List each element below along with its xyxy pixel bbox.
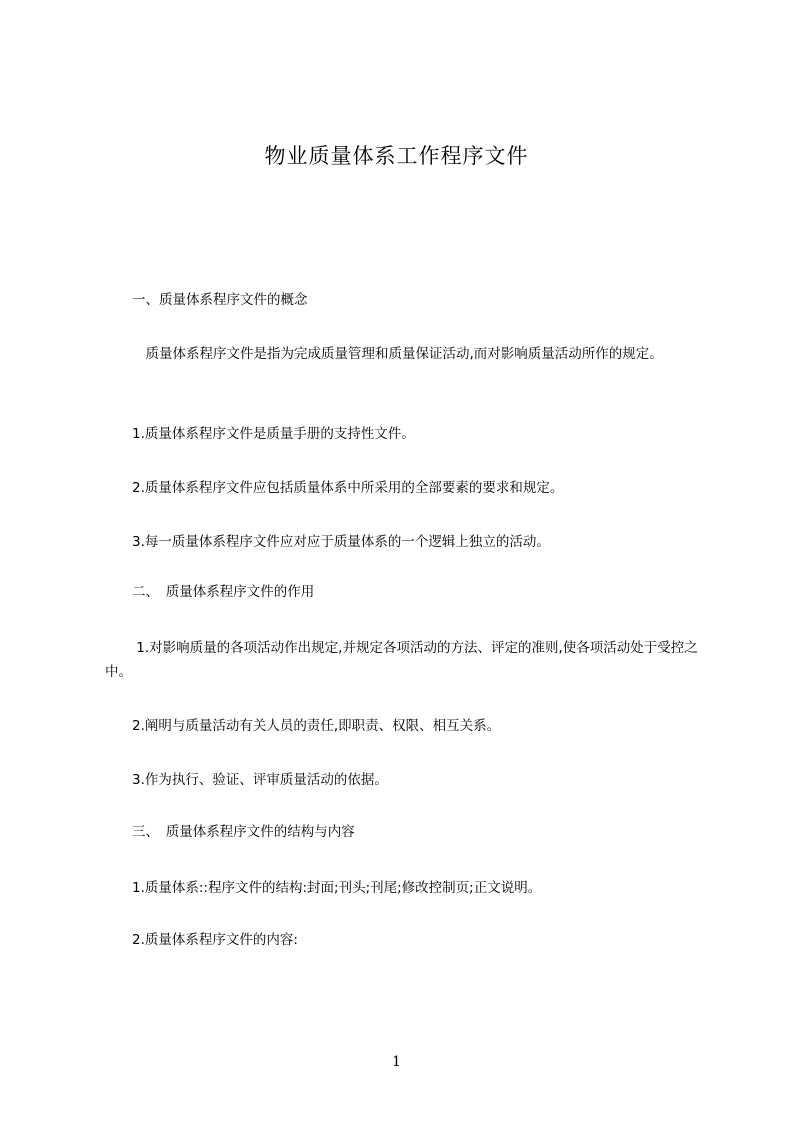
list-item: 1.质量体系程序文件是质量手册的支持性文件。 bbox=[105, 426, 415, 442]
list-item: 2.阐明与质量活动有关人员的责任,即职责、权限、相互关系。 bbox=[105, 718, 501, 734]
paragraph-definition: 质量体系程序文件是指为完成质量管理和质量保证活动,而对影响质量活动所作的规定。 bbox=[105, 346, 663, 362]
section-heading-2: 二、 质量体系程序文件的作用 bbox=[105, 584, 315, 600]
list-item: 2.质量体系程序文件的内容: bbox=[105, 932, 298, 948]
page-number: 1 bbox=[392, 1054, 401, 1070]
list-item: 2.质量体系程序文件应包括质量体系中所采用的全部要素的要求和规定。 bbox=[105, 480, 564, 496]
document-title: 物业质量体系工作程序文件 bbox=[264, 144, 529, 168]
list-item: 3.每一质量体系程序文件应对应于质量体系的一个逻辑上独立的活动。 bbox=[105, 534, 550, 550]
list-item: 3.作为执行、验证、评审质量活动的依据。 bbox=[105, 772, 388, 788]
list-item: 1.质量体系::程序文件的结构:封面;刊头;刊尾;修改控制页;正文说明。 bbox=[105, 880, 542, 896]
list-item: 1.对影响质量的各项活动作出规定,并规定各项活动的方法、评定的准则,使各项活动处于受控之中。 bbox=[105, 640, 698, 680]
section-heading-1: 一、质量体系程序文件的概念 bbox=[105, 292, 308, 308]
section-heading-3: 三、 质量体系程序文件的结构与内容 bbox=[105, 824, 355, 840]
